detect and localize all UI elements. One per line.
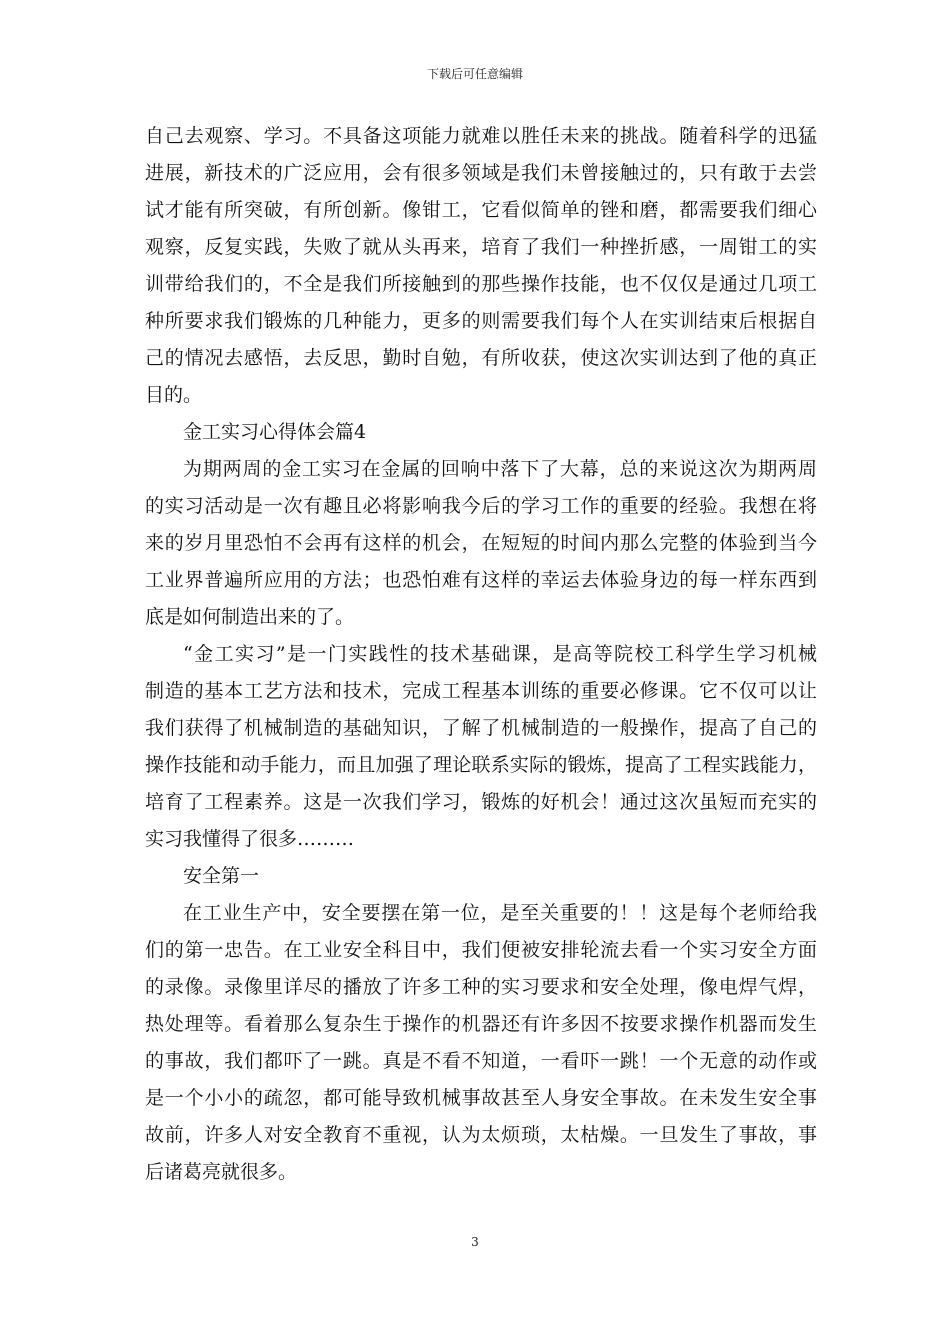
paragraph-line: 种所要求我们锻炼的几种能力，更多的则需要我们每个人在实训结束后根据自 — [145, 310, 817, 332]
paragraph-line: 我们获得了机械制造的基础知识，了解了机械制造的一般操作，提高了自己的 — [145, 717, 817, 739]
paragraph-line: “金工实习”是一门实践性的技术基础课，是高等院校工科学生学习机械 — [183, 643, 817, 665]
paragraph-line: 故前，许多人对安全教育不重视，认为太烦琐，太枯燥。一旦发生了事故，事 — [145, 1124, 817, 1146]
paragraph-line: 己的情况去感悟，去反思，勤时自勉，有所收获，使这次实训达到了他的真正 — [145, 347, 817, 369]
paragraph-line: 工业界普遍所应用的方法；也恐怕难有这样的幸运去体验身边的每一样东西到 — [145, 569, 817, 591]
paragraph-line: 的事故，我们都吓了一跳。真是不看不知道，一看吓一跳！一个无意的动作或 — [145, 1050, 817, 1072]
paragraph-line: 进展，新技术的广泛应用，会有很多领域是我们未曾接触过的，只有敢于去尝 — [145, 162, 817, 184]
paragraph-line: 自己去观察、学习。不具备这项能力就难以胜任未来的挑战。随着科学的迅猛 — [145, 125, 817, 147]
page-number: 3 — [471, 1235, 479, 1249]
paragraph-line: 底是如何制造出来的了。 — [145, 606, 355, 628]
page-header: 下载后可任意编辑 — [426, 67, 523, 81]
paragraph-line: 们的第一忠告。在工业安全科目中，我们便被安排轮流去看一个实习安全方面 — [145, 939, 817, 961]
document-body — [145, 118, 817, 1191]
paragraph-line: 操作技能和动手能力，而且加强了理论联系实际的锻炼，提高了工程实践能力， — [145, 754, 817, 776]
paragraph-line: 训带给我们的，不全是我们所接触到的那些操作技能，也不仅仅是通过几项工 — [145, 273, 817, 295]
paragraph-line: 的实习活动是一次有趣且必将影响我今后的学习工作的重要的经验。我想在将 — [145, 495, 817, 517]
paragraph-line: 试才能有所突破，有所创新。像钳工，它看似简单的锉和磨，都需要我们细心 — [145, 199, 817, 221]
section-heading: 金工实习心得体会篇4 — [183, 421, 367, 443]
paragraph-line: 实习我懂得了很多……… — [145, 828, 355, 850]
paragraph-line: 在工业生产中，安全要摆在第一位，是至关重要的！！这是每个老师给我 — [183, 902, 817, 924]
paragraph-line: 目的。 — [145, 384, 203, 406]
paragraph-line: 是一个小小的疏忽，都可能导致机械事故甚至人身安全事故。在未发生安全事 — [145, 1087, 817, 1109]
section-heading: 安全第一 — [183, 865, 260, 887]
paragraph-line: 观察，反复实践，失败了就从头再来，培育了我们一种挫折感，一周钳工的实 — [145, 236, 817, 258]
paragraph-line: 培育了工程素养。这是一次我们学习，锻炼的好机会！通过这次虽短而充实的 — [145, 791, 817, 813]
paragraph-line: 后诸葛亮就很多。 — [145, 1161, 298, 1183]
paragraph-line: 为期两周的金工实习在金属的回响中落下了大幕，总的来说这次为期两周 — [183, 458, 817, 480]
paragraph-line: 制造的基本工艺方法和技术，完成工程基本训练的重要必修课。它不仅可以让 — [145, 680, 817, 702]
paragraph-line: 的录像。录像里详尽的播放了许多工种的实习要求和安全处理，像电焊气焊， — [145, 976, 817, 998]
paragraph-line: 来的岁月里恐怕不会再有这样的机会，在短短的时间内那么完整的体验到当今 — [145, 532, 817, 554]
paragraph-line: 热处理等。看着那么复杂生于操作的机器还有许多因不按要求操作机器而发生 — [145, 1013, 817, 1035]
